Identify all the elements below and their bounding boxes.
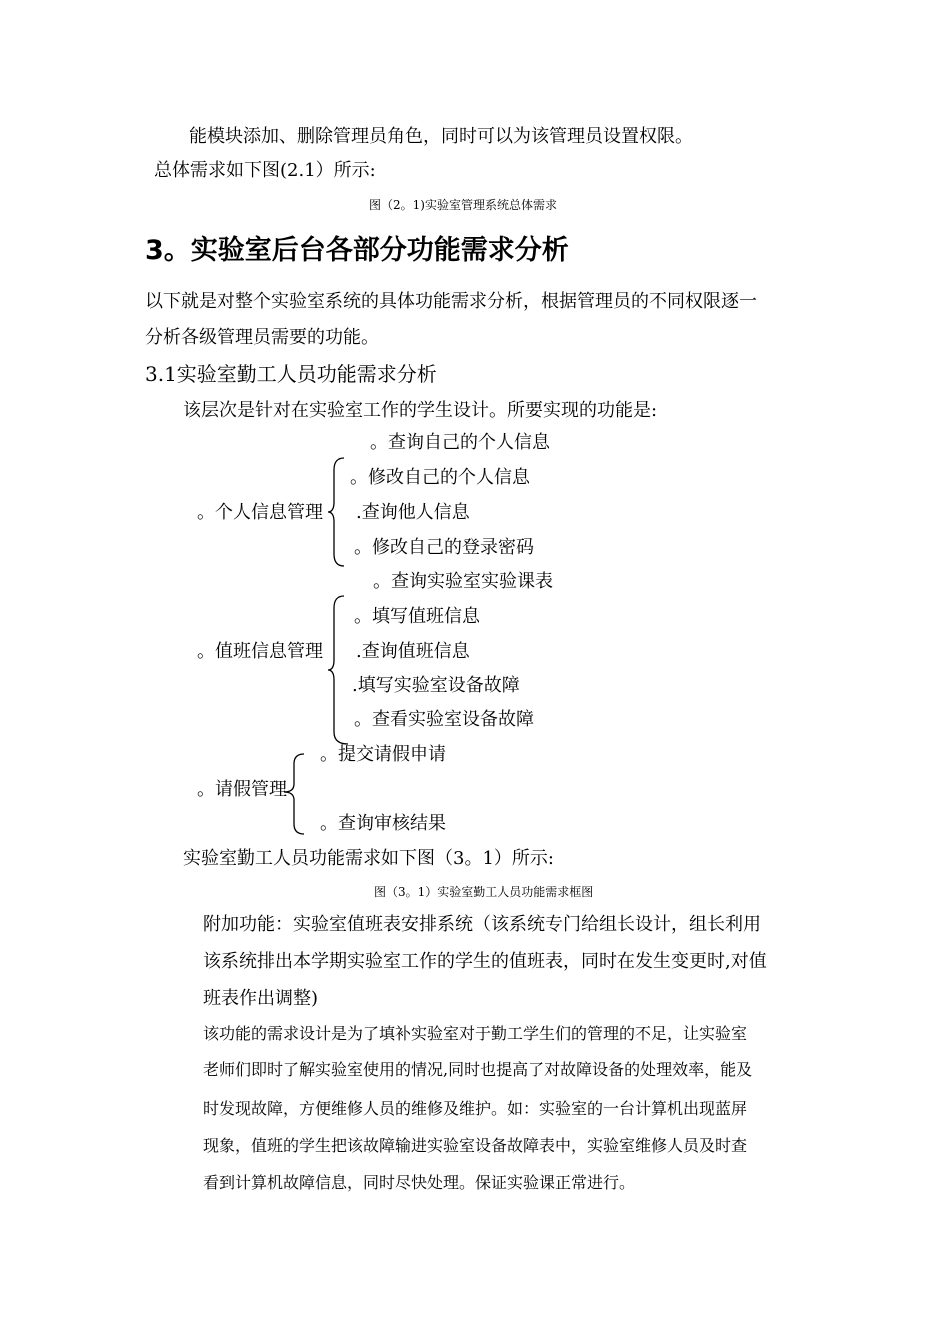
addon-line-2: 该系统排出本学期实验室工作的学生的值班表，同时在发生变更时,对值	[203, 951, 767, 972]
rationale-line-1: 该功能的需求设计是为了填补实验室对于勤工学生们的管理的不足，让实验室	[203, 1024, 748, 1043]
tree-item: .填写实验室设备故障	[352, 675, 520, 696]
section-3-heading: 3。实验室后台各部分功能需求分析	[145, 235, 569, 266]
group-label-leave: 。请假管理	[197, 779, 287, 800]
intro-line-1: 能模块添加、删除管理员角色，同时可以为该管理员设置权限。	[189, 126, 693, 147]
tree-item: 。修改自己的登录密码	[354, 537, 534, 558]
rationale-line-2: 老师们即时了解实验室使用的情况,同时也提高了对故障设备的处理效率，能及	[203, 1060, 753, 1079]
rationale-line-3: 时发现故障，方便维修人员的维修及维护。如：实验室的一台计算机出现蓝屏	[203, 1099, 748, 1118]
tree-item: 。修改自己的个人信息	[350, 467, 530, 488]
brace-icon	[328, 596, 352, 744]
section-3-1-heading: 3.1实验室勤工人员功能需求分析	[145, 362, 437, 386]
tree-item: 。提交请假申请	[320, 744, 446, 765]
section-3-paragraph-line-1: 以下就是对整个实验室系统的具体功能需求分析，根据管理员的不同权限逐一	[145, 291, 757, 312]
tree-item: 。查询自己的个人信息	[370, 432, 550, 453]
brace-icon	[284, 754, 306, 834]
tree-item: .查询他人信息	[356, 502, 470, 523]
rationale-line-4: 现象，值班的学生把该故障输进实验室设备故障表中，实验室维修人员及时查	[203, 1136, 748, 1155]
brace-icon	[328, 458, 348, 566]
addon-line-3: 班表作出调整)	[203, 988, 319, 1009]
figure-caption-2-1: 图（2。1)实验室管理系统总体需求	[369, 198, 557, 212]
tree-item: 。查询实验室实验课表	[373, 571, 553, 592]
rationale-line-5: 看到计算机故障信息，同时尽快处理。保证实验课正常进行。	[203, 1173, 636, 1192]
group-label-personal-info: 。个人信息管理	[197, 502, 323, 523]
addon-line-1: 附加功能：实验室值班表安排系统（该系统专门给组长设计，组长利用	[203, 914, 761, 935]
tree-item: 。填写值班信息	[354, 606, 480, 627]
figure-reference-3-1: 实验室勤工人员功能需求如下图（3。1）所示:	[183, 848, 554, 869]
tree-item: 。查看实验室设备故障	[354, 709, 534, 730]
section-3-paragraph-line-2: 分析各级管理员需要的功能。	[145, 327, 379, 348]
group-label-duty-info: 。值班信息管理	[197, 641, 323, 662]
intro-line-2: 总体需求如下图(2.1）所示:	[154, 160, 376, 181]
section-3-1-intro: 该层次是针对在实验室工作的学生设计。所要实现的功能是:	[183, 400, 658, 421]
figure-caption-3-1: 图（3。1）实验室勤工人员功能需求框图	[374, 885, 594, 899]
tree-item: .查询值班信息	[356, 641, 470, 662]
tree-item: 。查询审核结果	[320, 813, 446, 834]
